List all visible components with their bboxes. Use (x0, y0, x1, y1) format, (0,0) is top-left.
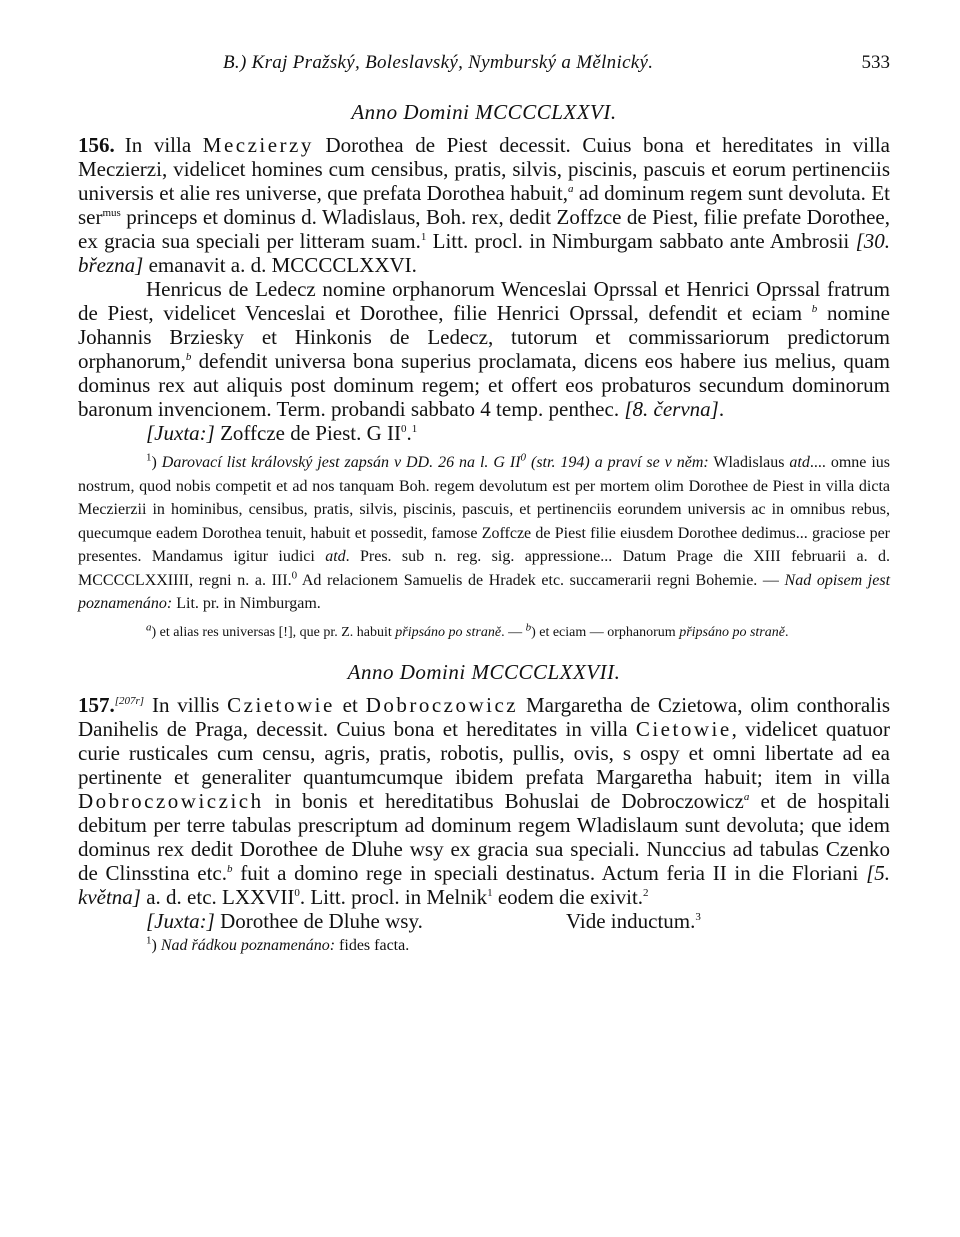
place-name: Dobroczowicz (365, 692, 519, 717)
entry-157-paragraph-1: 157.[207r] In villis Czietowie et Dobroczowicz Margaretha de Czietowa, olim conthoralis Danihelis de Praga, decessit. Cuius bona et hereditates in villa Cietowie, videlicet quatuor curie rusticales cum censu, agris, pratis, robotis, pullis, ovis, s ospy et omni libertate ad ea pertinente et generaliter quantumcumque ibidem prefata Margaretha habuit; item in villa Dobroczowiczich in bonis et hereditatibus Bohuslai de Dobroczowicz$^a$ et de hospitali debitum per terre tabulas prescriptum ad dominum regem Wladislaum sunt devoluta; que idem dominus rex dedit Dorothee de Dluhe wsy ex gracia sua speciali. Nunccius ad tabulas Czenko de Clinsstina etc.$^b$ fuit a domino rege in speciali destinatus. Actum feria II in die Floriani [5. května] a. d. etc. LXXVII$^0$. Litt. procl. in Melnik$^1$ eodem die exivit.$^2$ (78, 692, 891, 909)
variant-mark: b (811, 303, 818, 315)
place-name: Meczierzy (202, 133, 314, 157)
date-annotation: [30. března] (78, 229, 890, 277)
entry-156-paragraph-1: 156. In villa Meczierzy Dorothea de Piest decessit. Cuius bona et hereditates in villa Meczierzi, videlicet homines cum censibus, pratis, silvis, piscinis, pascuis et eorum pertinenciis universis et alie res universe, que prefata Dorothea habuit,$^a$ ad dominum regem sunt devoluta. Et ser$^{mus}$ princeps et dominus d. Wladislaus, Boh. rex, dedit Zoffzce de Piest, filie prefate Dorothee, ex gracia sua speciali per litteram suam.$^1$ Litt. procl. in Nimburgam sabbato ante Ambrosii [30. března] emanavit a. d. MCCCCLXXVI. (78, 133, 890, 277)
running-title: B.) Kraj Pražský, Boleslavský, Nymburský a Mělnický. (223, 52, 654, 73)
footnote-ref: 1 (411, 423, 418, 435)
variant-mark: b (227, 862, 233, 875)
footnote-157: $^1$) Nad řádkou poznamenáno: fides facta. (146, 934, 410, 954)
entry-number: 157. (78, 692, 115, 717)
date-annotation: [5. května] (78, 860, 891, 909)
place-name: Dobroczowiczich (78, 788, 264, 813)
running-header (78, 52, 890, 86)
footnote-ref: 3 (695, 910, 701, 923)
entry-156 (78, 133, 890, 445)
variant-mark: a (567, 183, 574, 195)
footnote-ref: 1 (487, 886, 493, 899)
year-heading-1477: Anno Domini MCCCCLXXVII. (347, 659, 621, 684)
footnote-1: $^1$) Darovací list královský jest zapsán v DD. 26 na l. G $II^0$ (str. 194) a praví se v něm: Wladislaus atd.... omne ius nostrum, quod nobis competit et ad nos tanquam Boh. regem devolutum est per mortem olim Dorothee de Piest in villa dicta Meczierzii in hominibus, censibus, pratis, silvis, piscinis, pascuis, et pertinenciis eorundem universis ac in omnibus rebus, quecumque eadem Dorothea tenuit, habuit et possedit, famose Zoffcze de Piest filie eiusdem Dorothee dedimus... graciose per presentes. Mandamus igitur iudici atd. Pres. sub n. reg. sig. appressione... Datum Prage die XIII februarii a. d. MCCCCLXXIIII, regni n. a. III.$^0$ Ad relacionem Samuelis de Hradek etc. succamerarii regni Bohemie. — Nad opisem jest poznamenáno: Lit. pr. in Nimburgam. (78, 451, 891, 612)
juxta-left: [Juxta:] Dorothee de Dluhe wsy. (146, 908, 423, 933)
place-name: Cietowie (635, 716, 732, 741)
entry-156-paragraph-2: Henricus de Ledecz nomine orphanorum Wenceslai Oprssal et Henrici Oprssal fratrum de Piest, videlicet Venceslai et Dorothee, filie Henrici Oprssal, defendit et eciam $^b$ nomine Johannis Brziesky et Hinkonis de Ledecz, tutorum et commissariorum predictorum orphanorum,$^b$ defendit universa bona superius proclamata, dicens eos habere ius melius, quam dominus rex aut aliquis post dominum regem; et offert eos probaturos secundum dominorum baronum invencionem. Term. probandi sabbato 4 temp. penthec. [8. června]. (78, 277, 890, 421)
date-annotation: [8. června] (624, 397, 719, 421)
footnotes-156 (78, 451, 890, 616)
variant-mark: a (743, 790, 750, 803)
document-page (78, 52, 890, 957)
page-number: 533 (861, 52, 890, 73)
juxta-line-157 (78, 909, 890, 933)
place-name: Czietowie (227, 692, 335, 717)
year-heading-1476: Anno Domini MCCCCLXXVI. (351, 100, 617, 124)
variant-notes-156: $^a$) et alias res universas [!], que pr. Z. habuit připsáno po straně. — $^b$) et eciam — orphanorum připsáno po straně. (146, 620, 789, 640)
juxta-right: Vide inductum.$^3$ (566, 908, 701, 933)
juxta-line: [Juxta:] Zoffcze de Piest. G $II^0.^1$ (146, 421, 418, 445)
footnote-ref: 2 (643, 886, 649, 899)
entry-157 (78, 693, 890, 933)
folio-mark: [207r] (114, 694, 145, 707)
variant-mark: b (185, 351, 192, 363)
entry-number: 156. (78, 133, 115, 157)
footnote-ref: 1 (420, 231, 427, 243)
